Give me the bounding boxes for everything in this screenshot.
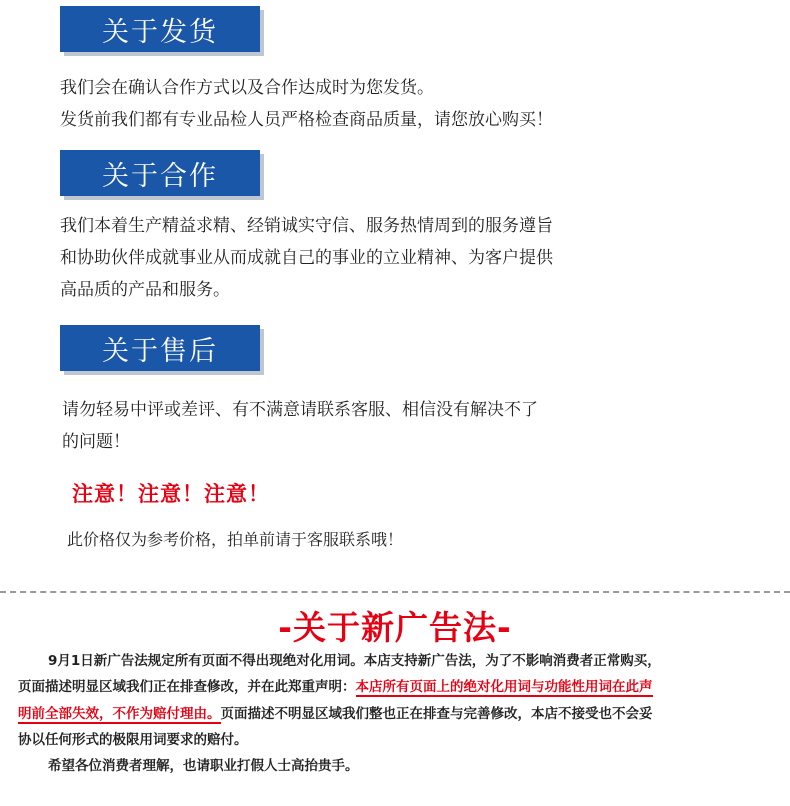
text-line: 我们本着生产精益求精、经销诚实守信、服务热情周到的服务遵旨 xyxy=(60,216,553,236)
ad-law-title: -关于新广告法- xyxy=(278,608,512,647)
cooperation-text xyxy=(60,210,553,306)
ad-law-text: 页面描述不明显区域我们整也正在排查与完善修改，本店不接受也不会妥 xyxy=(220,706,653,722)
ad-law-line-1: 9月1日新广告法规定所有页面不得出现绝对化用词。本店支持新广告法，为了不影响消费者正常购买， xyxy=(48,653,661,669)
ad-law-line-5: 希望各位消费者理解，也请职业打假人士高抬贵手。 xyxy=(48,758,359,774)
after-sales-text xyxy=(62,394,538,458)
section-title-after-sales: 关于售后 xyxy=(60,325,260,371)
text-line: 我们会在确认合作方式以及合作达成时为您发货。 xyxy=(60,78,434,98)
text-line: 请勿轻易中评或差评、有不满意请联系客服、相信没有解决不了 xyxy=(62,400,538,420)
section-title-cooperation: 关于合作 xyxy=(60,150,260,196)
shipping-text xyxy=(60,72,553,136)
ad-law-highlight: 明前全部失效，不作为赔付理由。 xyxy=(18,706,221,722)
ad-law-line-2 xyxy=(18,674,778,700)
ad-law-highlight: 本店所有页面上的绝对化用词与功能性用词在此声 xyxy=(355,679,653,695)
text-line: 高品质的产品和服务。 xyxy=(60,280,230,300)
text-line: 发货前我们都有专业品检人员严格检查商品质量，请您放心购买！ xyxy=(60,110,553,130)
price-note: 此价格仅为参考价格，拍单前请于客服联系哦！ xyxy=(67,530,404,549)
ad-law-line-3 xyxy=(18,701,778,727)
warning-text: 注意！注意！注意！ xyxy=(72,482,270,506)
text-line: 的问题！ xyxy=(62,432,130,452)
ad-law-line-4: 协以任何形式的极限用词要求的赔付。 xyxy=(18,732,248,748)
section-title-shipping: 关于发货 xyxy=(60,6,260,52)
dashed-divider xyxy=(0,591,790,593)
ad-law-text: 页面描述明显区域我们正在排查修改，并在此郑重声明： xyxy=(18,679,356,695)
text-line: 和协助伙伴成就事业从而成就自己的事业的立业精神、为客户提供 xyxy=(60,248,553,268)
